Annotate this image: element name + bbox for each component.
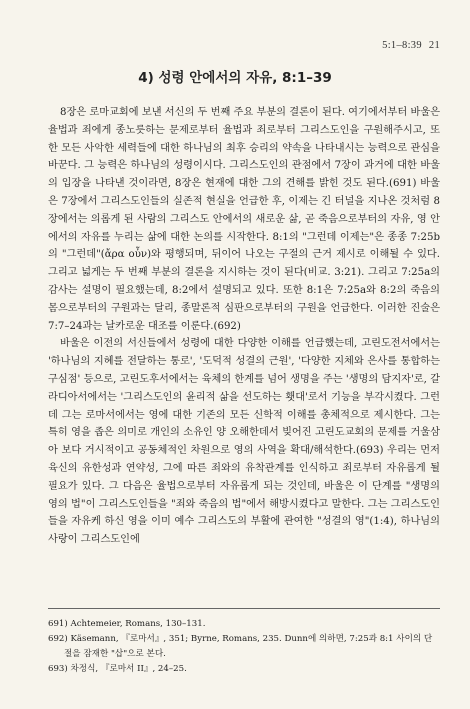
body-text: [48, 104, 440, 549]
page-number: 21: [428, 40, 440, 51]
footnote-692: 692) Käsemann, 『로마서』, 351; Byrne, Romans, 235. Dunn에 의하면, 7:25과 8:1 사이의 단: [48, 634, 433, 644]
section-title: 4) 성령 안에서의 자유, 8:1–39: [138, 70, 332, 86]
footnote-691: 691) Achtemeier, Romans, 130–131.: [48, 619, 206, 629]
running-head: [330, 40, 440, 51]
paragraph-1: 8장은 로마교회에 보낸 서신의 두 번째 주요 부분의 결론이 된다. 여기에서부터 바울은 율법과 죄에게 종노릇하는 문제로부터 율법과 죄로부터 그리스도인을 구원해주시고, 또한 모든 사악한 세력들에 대한 하나님의 최후 승리의 약속을 나타내시는 능력으로 관심을 바꾼다. 그 능력은 하나님의 성령이시다. 그리스도인의 관점에서 7장이 과거에 대한 바울의 입장을 나타낸 것이라면, 8장은 현재에 대한 그의 견해를 밝힌 것도 된다.(691) 바울은 7장에서 그리스도인들의 실존적 현실을 언급한 후, 이제는 긴 터널을 지나온 것처럼 8장에서는 의롭게 된 사람의 그리스도 안에서의 새로운 삶, 곧 죽음으로부터의 자유, 영 안에서의 자유를 누리는 삶에 대한 논의를 시작한다. 8:1의 "그런데 이제는"은 종종 7:25b의 "그런데"(ἄρα οὖν)와 평행되며, 뒤이어 나오는 구절의 근거 제시로 이해될 수 있다. 그리고 넓게는 두 번째 부분의 결론을 지시하는 것이 된다(비교. 3:21). 그리고 7:25a의 감사는 설명이 필요했는데, 8:2에서 설명되고 있다. 또한 8:1은 7:25a와 8:2의 죽음의 몸으로부터의 구원과는 달리, 종말론적 심판으로부터의 구원을 언급한다. 이러한 진술은 7:7–24과는 날카로운 대조를 이룬다.(692): [48, 107, 440, 332]
footnote-693: 693) 차정식, 『로마서 II』, 24–25.: [48, 664, 187, 674]
footnotes: [48, 608, 440, 677]
footnote-692-continuation: 절을 잠재한 "삽"으로 본다.: [64, 649, 166, 659]
chapter-reference: 5:1–8:39: [382, 40, 422, 51]
paragraph-2: 바울은 이전의 서신들에서 성령에 대한 다양한 이해를 언급했는데, 고린도전서에서는 '하나님의 지혜를 전달하는 통로', '도덕적 성결의 근원', '다양한 지체와 은사를 통합하는 구심점' 등으로, 고린도후서에서는 육체의 한계를 넘어 생명을 주는 '생명의 담지자'로, 갈라디아서에서는 '그리스도인의 윤리적 삶을 선도하는 횃대'로서 기능을 부각시켰다. 그런데 그는 로마서에서는 영에 대한 기존의 모든 신학적 이해를 총체적으로 제시한다. 그는 특히 영을 좁은 의미로 개인의 소유인 양 오해한데서 빚어진 고린도교회의 문제를 거울삼아 보다 거시적이고 공동체적인 차원으로 영의 사역을 확대/해석한다.(693) 우리는 먼저 육신의 유한성과 연약성, 그에 따른 죄와의 유착관계를 인식하고 죄로부터 자유롭게 될 필요가 있다. 그 다음은 율법으로부터 자유롭게 되는 것인데, 바울은 이 단계를 "생명의 영의 법"이 그리스도인들을 "죄와 죽음의 법"에서 해방시켰다고 말한다. 그는 그리스도인들을 자유케 하신 영을 이미 예수 그리스도의 부활에 관여한 "성결의 영"(1:4), 하나님의 사랑이 그리스도인에: [48, 338, 440, 546]
